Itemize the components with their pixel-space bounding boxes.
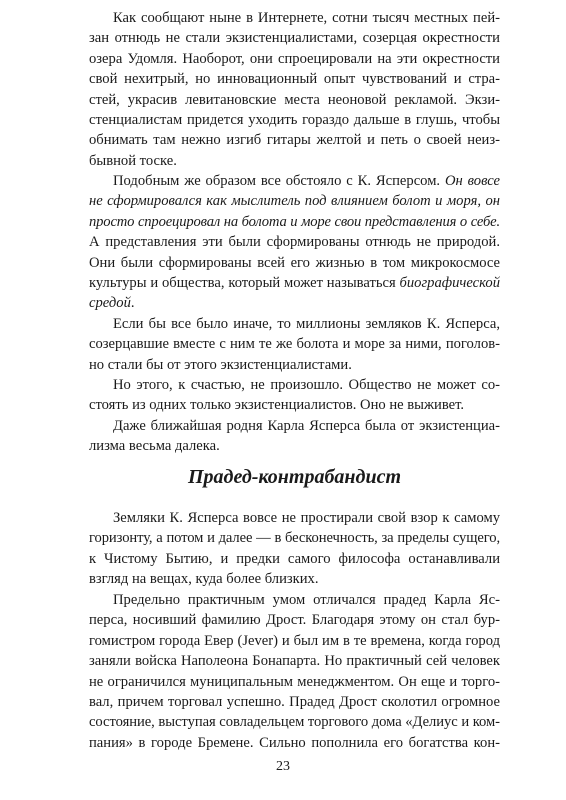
italic-text: не сформировался как мыслитель под влиянием болот и моря, он (89, 193, 500, 210)
paragraph (89, 508, 500, 590)
text-line: Если бы все было иначе, то миллионы земляков К. Ясперса, (113, 316, 500, 332)
text-line: зан отнюдь не стали экзистенциалистами, созерцая окрестности (89, 30, 500, 47)
text-line: стоять из одних только экзистенциалистов. Оно не выживет. (89, 397, 465, 414)
text-line: перса, носивший фамилию Дрост. Благодаря этому он стал бур- (89, 612, 500, 629)
text-line: стей, украсив левитановские места неоновой рекламой. Экзи- (89, 91, 500, 108)
text-line: состояние, выступая совладельцем торгового дома «Делиус и ком- (89, 714, 500, 731)
text-line: вал, причем торговал успешно. Прадед Дрост сколотил огромное (89, 693, 500, 710)
text-line: Даже ближайшая родня Карла Ясперса была от экзистенциа- (113, 418, 500, 434)
paragraph (89, 171, 500, 314)
text-line: лизма весьма далека. (89, 438, 220, 455)
paragraph (89, 590, 500, 753)
text-line: горизонту, а потом и далее — в бесконечность, за пределы сущего, (89, 530, 500, 547)
text-line: обнимать там нежно изгиб гитары желтой и петь о своей неиз- (89, 132, 500, 149)
text-line: пания» в городе Бремене. Сильно пополнила его богатства кон- (89, 734, 500, 751)
text-line: к Чистому Бытию, и предки самого философа останавливали (89, 550, 500, 567)
text-line (89, 293, 500, 313)
paragraph (89, 314, 500, 375)
text-line: взгляд на вещах, куда более близких. (89, 571, 319, 588)
paragraph (89, 8, 500, 171)
italic-text: биографической (399, 274, 500, 291)
text-run: культуры и общества, который может называться (89, 274, 400, 291)
text-line: Но этого, к счастью, не произошло. Общество не может со- (113, 377, 500, 393)
text-line: бывной тоске. (89, 152, 177, 169)
page-number: 23 (276, 759, 290, 774)
italic-text: просто спроецировал на болота и море свои представления о себе. (89, 213, 500, 230)
text-line: не ограничился муниципальным менеджментом. Он еще и торго- (89, 673, 500, 690)
paragraph (89, 416, 500, 457)
text-line (89, 191, 500, 211)
text-line: Предельно практичным умом отличался прадед Карла Яс- (113, 592, 500, 608)
text-line: озера Удомля. Наоборот, они спроецировали на эти окрестности (89, 50, 500, 67)
text-line: свой нехитрый, но инновационный опыт чувствований и стра- (89, 71, 500, 88)
text-line: Как сообщают ныне в Интернете, сотни тысяч местных пей- (113, 10, 500, 26)
paragraph (89, 375, 500, 416)
text-line: Они были сформированы всей его жизнью в том микрокосмосе (89, 254, 500, 271)
text-line: созерцавшие вместе с ним те же болота и море за ними, поголов- (89, 336, 500, 353)
text-line: Земляки К. Ясперса вовсе не простирали свой взор к самому (113, 510, 500, 526)
text-line: гомистром города Евер (Jever) и был им в те времена, когда город (89, 632, 500, 649)
text-line: но стали бы от этого экзистенциалистами. (89, 356, 352, 373)
italic-text: средой (89, 295, 131, 312)
text-line (89, 171, 500, 191)
text-line: заняли войска Наполеона Бонапарта. Но практичный сей человек (89, 653, 500, 670)
text-line: стенциалистам придется уходить гораздо дальше в глушь, чтобы (89, 111, 500, 128)
section-heading: Прадед-контрабандист (187, 466, 402, 488)
text-run: Подобным же образом все обстояло с К. Ясперсом. (113, 173, 445, 189)
text-run: . (130, 295, 135, 312)
text-line (89, 273, 500, 293)
text-line (89, 212, 500, 232)
text-line: А представления эти были сформированы отнюдь не природой. (89, 234, 500, 251)
italic-text: Он вовсе (444, 173, 500, 189)
